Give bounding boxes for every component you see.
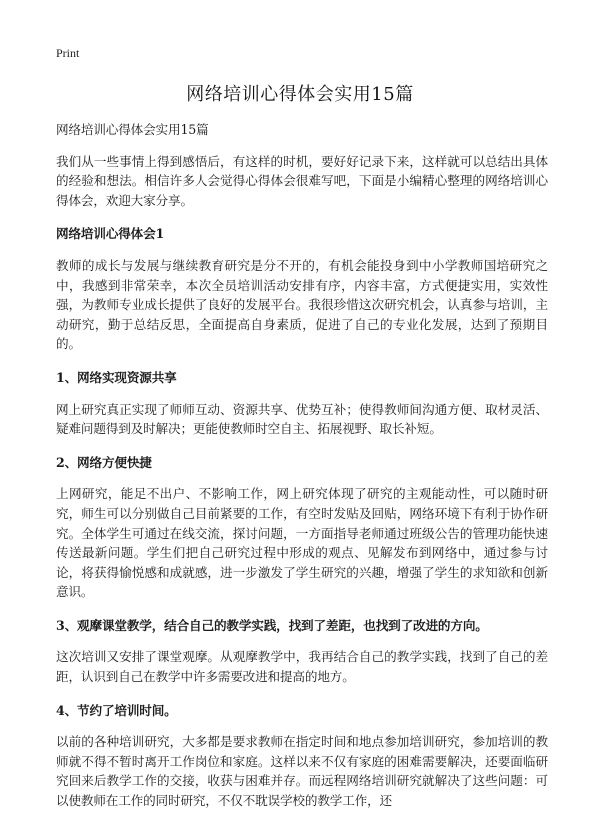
point-paragraph-4: 以前的各种培训研究，大多都是要求教师在指定时间和地点参加培训研究，参加培训的教师就不得不暂时离开工作岗位和家庭。这样以来不仅有家庭的困难需要解决，还要面临研究回来后教学工作的交接，收获与困难并存。而远程网络培训研究就解决了这些问题：可以使教师在工作的同时研究，不仅不耽误学校的教学工作，还 — [56, 734, 548, 809]
point-heading-4: 4、节约了培训时间。 — [56, 702, 177, 718]
print-link[interactable]: Print — [56, 46, 80, 60]
section-paragraph-1: 教师的成长与发展与继续教育研究是分不开的，有机会能投身到中小学教师国培研究之中，我感到非常荣幸，本次全员培训活动安排有序，内容丰富，方式便捷实用，实效性强，为教师专业成长提供了良好的发展平台。我很珍惜这次研究机会，认真参与培训，主动研究，勤于总结反思，全面提高自身素质，促进了自己的专业化发展，达到了预期目的。 — [56, 257, 548, 352]
document-subtitle: 网络培训心得体会实用15篇 — [56, 122, 209, 137]
point-paragraph-2: 上网研究，能足不出户、不影响工作，网上研究体现了研究的主观能动性，可以随时研究，师生可以分别做自己目前紧要的工作，有空时发贴及回贴，网络环境下有利于协作研究。全体学生可通过在线交流，探讨问题，一方面指导老师通过班级公告的管理功能快速传送最新问题。学生们把自己研究过程中形成的观点、见解发布到网络中，通过参与讨论，将获得愉悦感和成就感，进一步激发了学生研究的兴趣，增强了学生的求知欲和创新意识。 — [56, 486, 548, 600]
point-heading-1: 1、网络实现资源共享 — [56, 369, 177, 385]
intro-paragraph: 我们从一些事情上得到感悟后，有这样的时机，要好好记录下来，这样就可以总结出具体的经验和想法。相信许多人会觉得心得体会很难写吧，下面是小编精心整理的网络培训心得体会，欢迎大家分享。 — [56, 153, 548, 208]
point-heading-3: 3、观摩课堂教学，结合自己的教学实践，找到了差距，也找到了改进的方向。 — [56, 617, 488, 633]
point-paragraph-1: 网上研究真正实现了师师互动、资源共享、优势互补；使得教师间沟通方便、取材灵活、疑难问题得到及时解决；更能使教师时空自主、拓展视野、取长补短。 — [56, 401, 548, 437]
page-title: 网络培训心得体会实用15篇 — [186, 84, 414, 105]
document-body — [56, 120, 548, 825]
point-heading-2: 2、网络方便快捷 — [56, 454, 152, 470]
section-heading-1: 网络培训心得体会1 — [56, 226, 165, 242]
point-paragraph-3: 这次培训又安排了课堂观摩。从观摩教学中，我再结合自己的教学实践，找到了自己的差距，认识到自己在教学中许多需要改进和提高的地方。 — [56, 649, 548, 685]
